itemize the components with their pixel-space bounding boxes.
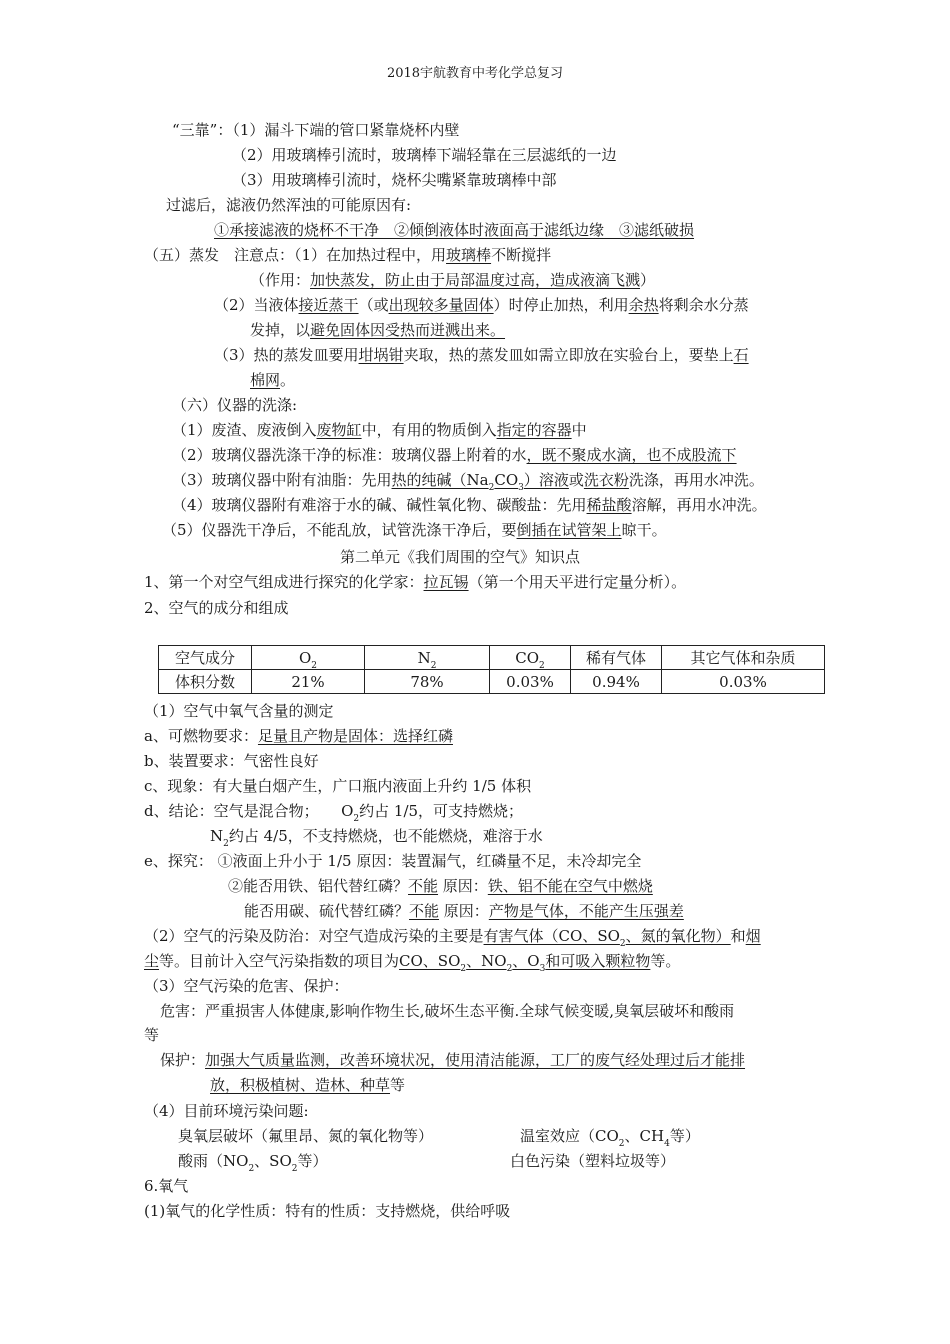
table-cell: 其它气体和杂质	[662, 646, 825, 670]
text-line: （作用：加快蒸发，防止由于局部温度过高，造成液滴飞溅）	[250, 271, 656, 289]
text-line: 等	[144, 1026, 160, 1044]
table-cell: $N_2$	[365, 646, 490, 670]
text-line: （3）玻璃仪器中附有油脂：先用热的纯碱$(Na_2CO_3)$溶液或洗衣粉洗涤，再用水冲洗。	[172, 471, 764, 493]
text-line: （2）当液体接近蒸干（或出现较多量固体）时停止加热，利用余热将剩余水分蒸	[214, 296, 749, 314]
text-line: （五）蒸发 注意点：（1）在加热过程中，用玻璃棒不断搅拌	[144, 246, 552, 264]
text-line: ①承接滤液的烧杯不干净 ②倾倒液体时液面高于滤纸边缘 ③滤纸破损	[214, 221, 695, 239]
text-line: c、现象：有大量白烟产生，广口瓶内液面上升约 1/5 体积	[144, 777, 532, 795]
text-line: 1、第一个对空气组成进行探究的化学家：拉瓦锡（第一个用天平进行定量分析）。	[144, 573, 687, 591]
text-line: 保护：加强大气质量监测，改善环境状况，使用清洁能源，工厂的废气经处理过后才能排	[160, 1051, 746, 1069]
text-line: (1)氧气的化学性质：特有的性质：支持燃烧，供给呼吸	[144, 1202, 511, 1220]
text-line: ②能否用铁、铝代替红磷？不能 原因：铁、铝不能在空气中燃烧	[228, 877, 653, 895]
table-cell: 0.03%	[662, 670, 825, 694]
table-cell: 21%	[252, 670, 365, 694]
table-cell: $O_2$	[252, 646, 365, 670]
text-line: （4）目前环境污染问题:	[144, 1102, 309, 1120]
text-line: 2、空气的成分和组成	[144, 599, 289, 617]
table-cell: 78%	[365, 670, 490, 694]
table-cell: 0.94%	[571, 670, 662, 694]
table-cell: 体积分数	[159, 670, 252, 694]
text-line: （3）热的蒸发皿要用坩埚钳夹取，热的蒸发皿如需立即放在实验台上，要垫上石	[214, 346, 749, 364]
table-row	[159, 646, 825, 670]
text-line: 温室效应（$CO_2$、$CH_4$等）	[520, 1127, 700, 1149]
text-line: 危害：严重损害人体健康,影响作物生长,破坏生态平衡.全球气候变暖,臭氧层破坏和酸雨	[160, 1002, 735, 1020]
text-line: 放，积极植树、造林、种草等	[210, 1076, 406, 1094]
text-line: 能否用碳、硫代替红磷？不能 原因：产物是气体，不能产生压强差	[244, 902, 684, 920]
text-line: 过滤后，滤液仍然浑浊的可能原因有:	[166, 196, 412, 214]
text-line: 棉网。	[250, 371, 296, 389]
section-heading: （六）仪器的洗涤:	[172, 396, 298, 414]
text-line: （3）空气污染的危害、保护：	[144, 977, 349, 995]
text-line: b、装置要求：气密性良好	[144, 752, 319, 770]
text-line: （5）仪器洗干净后，不能乱放，试管洗涤干净后，要倒插在试管架上晾干。	[162, 521, 667, 539]
table-cell: 稀有气体	[571, 646, 662, 670]
text-line: 发掉，以避免固体因受热而迸溅出来。	[250, 321, 506, 339]
table-cell: 0.03%	[490, 670, 571, 694]
page-header: 2018宇航教育中考化学总复习	[386, 66, 564, 81]
text-line: （4）玻璃仪器附有难溶于水的碱、碱性氧化物、碳酸盐：先用稀盐酸溶解，再用水冲洗。	[172, 496, 767, 514]
text-line: （2）玻璃仪器洗涤干净的标准：玻璃仪器上附着的水，既不聚成水滴，也不成股流下	[172, 446, 737, 464]
text-line: （2）用玻璃棒引流时，玻璃棒下端轻靠在三层滤纸的一边	[232, 146, 617, 164]
text-line: a、可燃物要求：足量且产物是固体：选择红磷	[144, 727, 453, 745]
text-line: $N_2$约占 4/5，不支持燃烧，也不能燃烧，难溶于水	[210, 827, 543, 849]
table-cell: 空气成分	[159, 646, 252, 670]
text-line: “三靠”：（1）漏斗下端的管口紧靠烧杯内壁	[172, 121, 460, 139]
section-heading: 6.氧气	[144, 1177, 189, 1195]
text-line: e、探究： ①液面上升小于 1/5 原因：装置漏气，红磷量不足，未冷却完全	[144, 852, 642, 870]
text-line: （2）空气的污染及防治：对空气造成污染的主要是有害气体（CO、$SO_2$、氮的氧化物）和烟	[144, 927, 761, 949]
text-line: 白色污染（塑料垃圾等）	[510, 1152, 676, 1170]
text-line: （1）废渣、废液倒入废物缸中，有用的物质倒入指定的容器中	[172, 421, 587, 439]
text-line: （3）用玻璃棒引流时，烧杯尖嘴紧靠玻璃棒中部	[232, 171, 557, 189]
text-line: （1）空气中氧气含量的测定	[144, 702, 334, 720]
text-line: 尘等。目前计入空气污染指数的项目为CO、$SO_2$、$NO_2$、$O_3$和可吸入颗粒物等。	[144, 952, 681, 974]
air-composition-table	[158, 645, 825, 694]
text-line: 酸雨（$NO_2$、$SO_2$等）	[178, 1152, 328, 1174]
text-line: 臭氧层破坏（氟里昂、氮的氧化物等）	[178, 1127, 434, 1145]
text-line: d、结论：空气是混合物； $O_2$约占 1/5，可支持燃烧；	[144, 802, 524, 824]
unit-title: 第二单元《我们周围的空气》知识点	[340, 548, 581, 566]
table-cell: $CO_2$	[490, 646, 571, 670]
table-row	[159, 670, 825, 694]
